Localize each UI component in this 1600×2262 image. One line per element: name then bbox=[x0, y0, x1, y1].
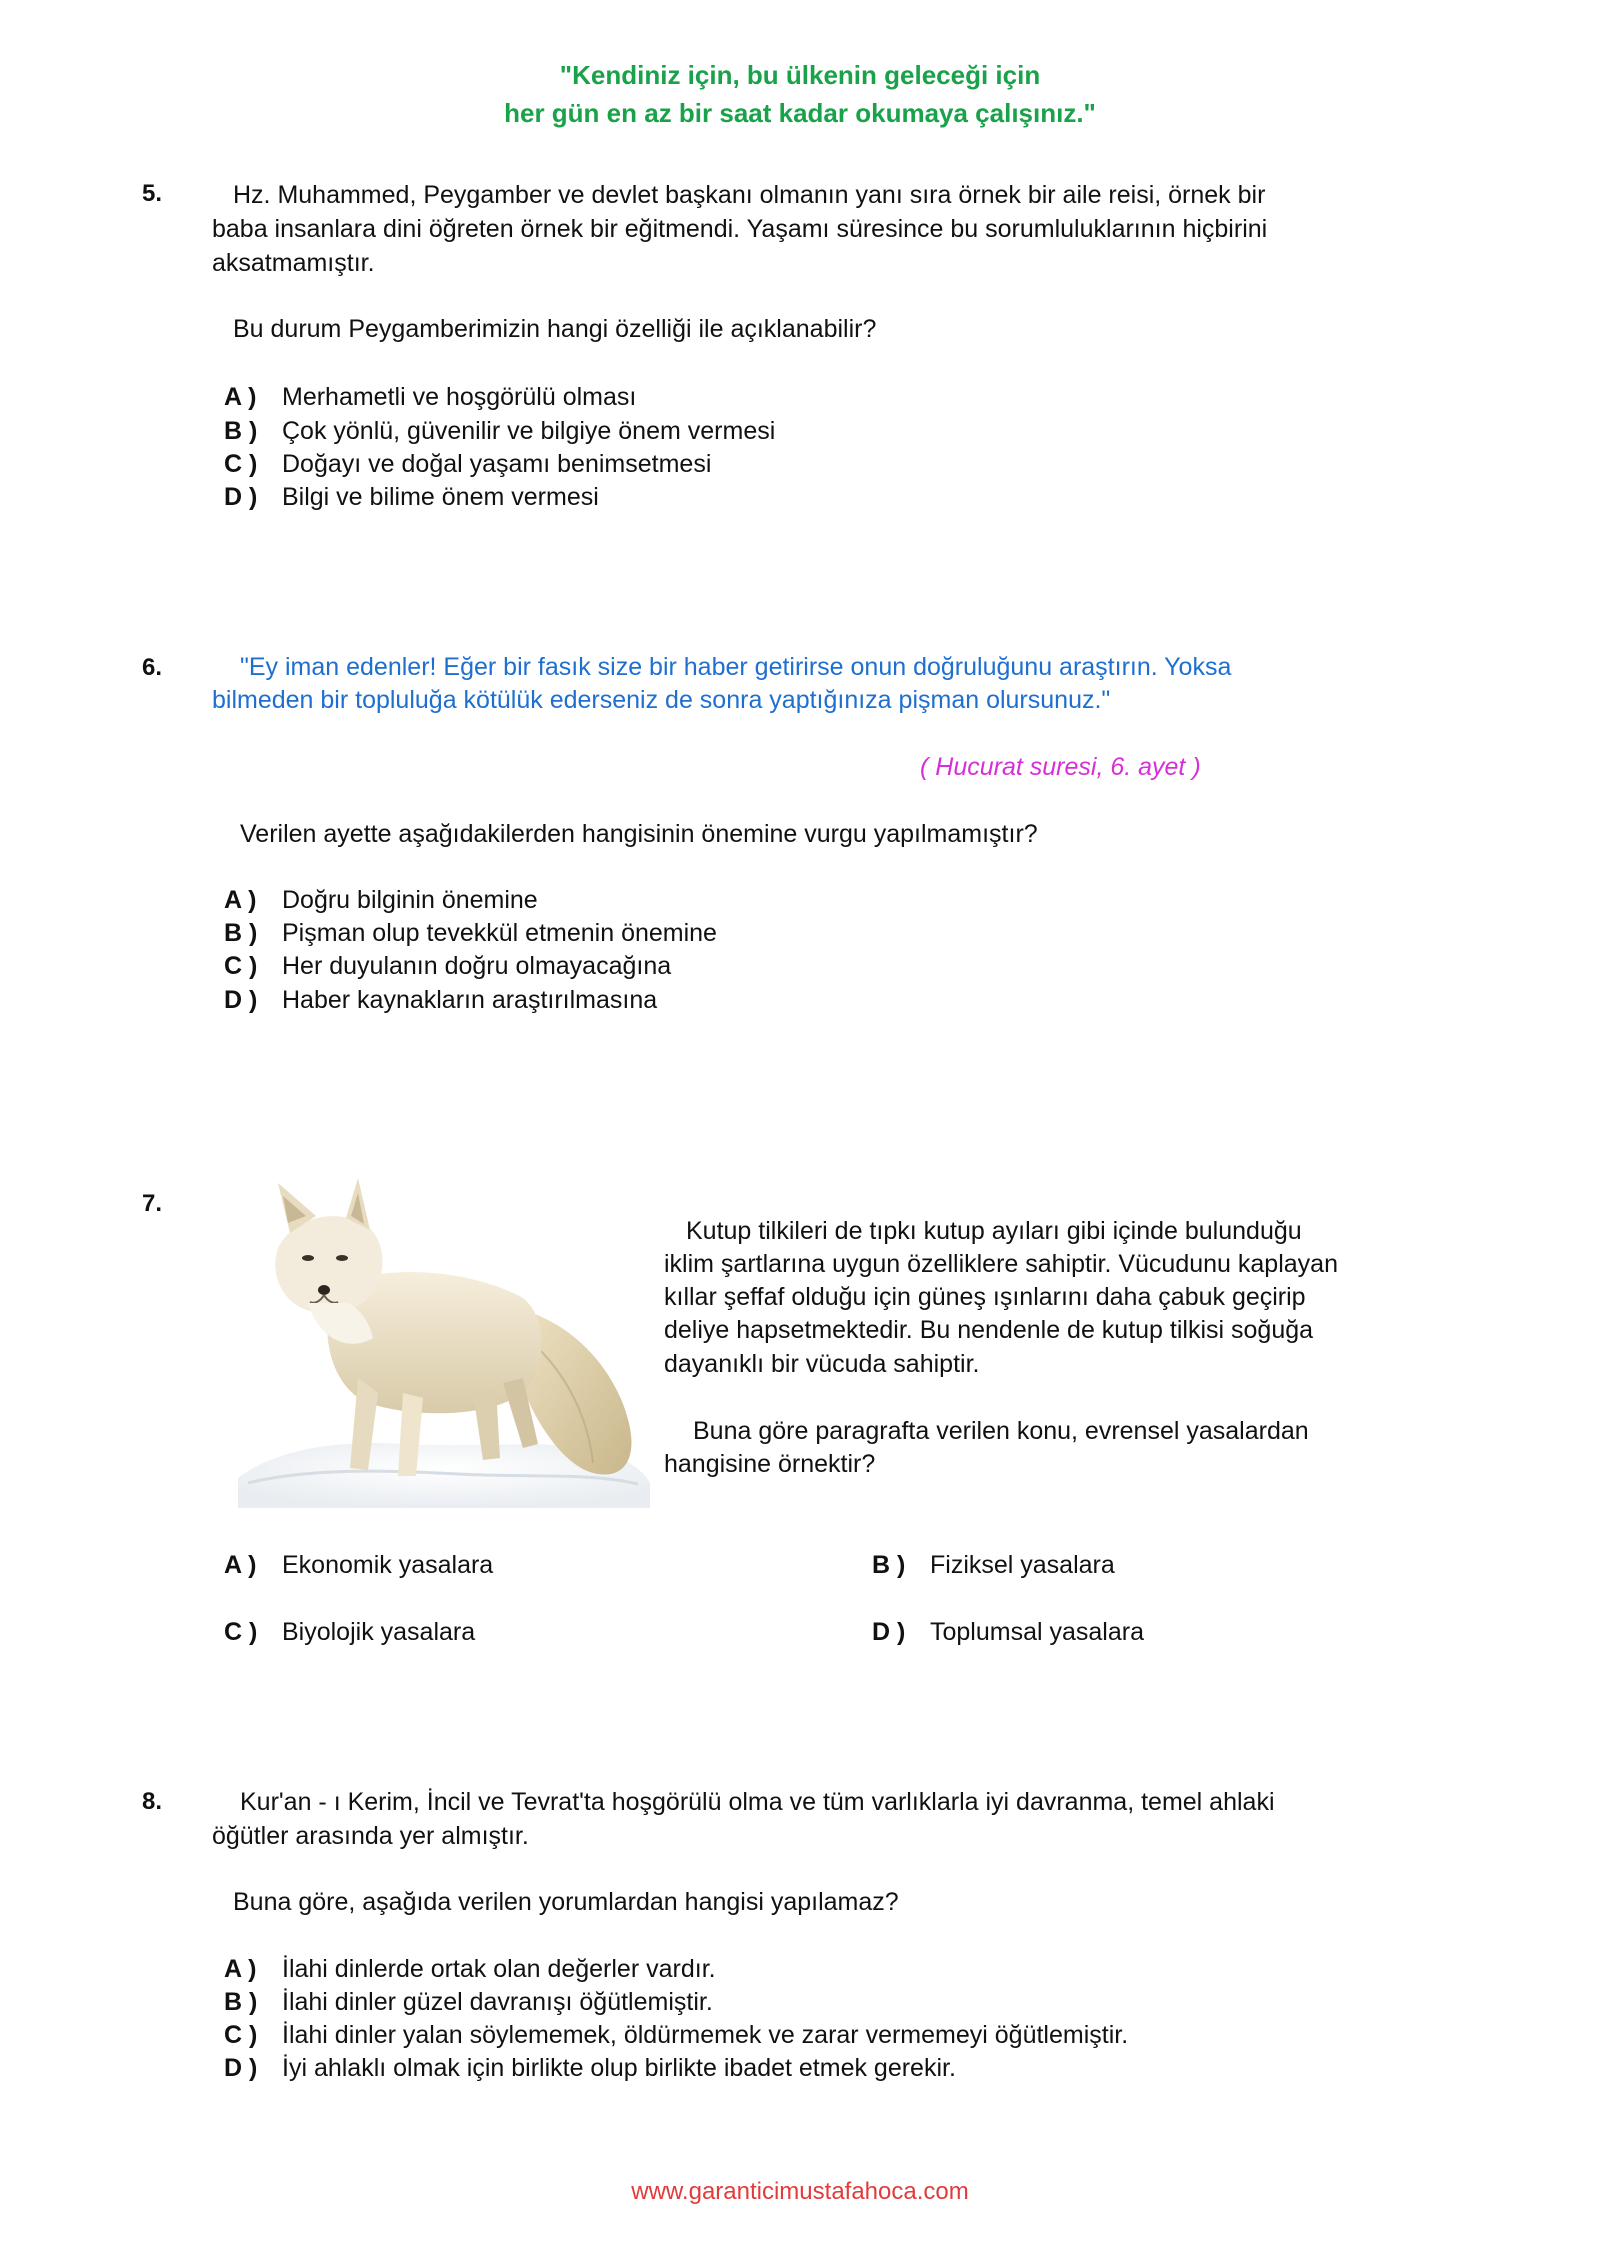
question-number: 5. bbox=[142, 180, 163, 207]
question-prompt-line: Buna göre paragrafta verilen konu, evrensel yasalardan bbox=[693, 1417, 1309, 1445]
question-stem-line: Hz. Muhammed, Peygamber ve devlet başkanı olmanın yanı sıra örnek bir aile reisi, örnek bir bbox=[233, 181, 1266, 209]
option-letter: C ) bbox=[224, 1618, 258, 1646]
option-text: İyi ahlaklı olmak için birlikte olup birlikte ibadet etmek gerekir. bbox=[282, 2054, 956, 2082]
question-number: 6. bbox=[142, 654, 163, 681]
option-text: Toplumsal yasalara bbox=[930, 1618, 1144, 1646]
option-text: Çok yönlü, güvenilir ve bilgiye önem vermesi bbox=[282, 417, 776, 445]
option-a[interactable] bbox=[224, 1952, 716, 1986]
option-letter: B ) bbox=[224, 417, 258, 445]
option-c[interactable] bbox=[224, 1615, 475, 1649]
option-a[interactable] bbox=[224, 883, 538, 917]
option-text: Merhametli ve hoşgörülü olması bbox=[282, 383, 637, 411]
paragraph-line: Kutup tilkileri de tıpkı kutup ayıları gibi içinde bulunduğu bbox=[686, 1217, 1302, 1245]
option-text: İlahi dinlerde ortak olan değerler vardır. bbox=[282, 1955, 716, 1983]
verse-source: ( Hucurat suresi, 6. ayet ) bbox=[920, 753, 1201, 781]
option-text: Haber kaynakların araştırılmasına bbox=[282, 986, 658, 1014]
option-letter: B ) bbox=[224, 1988, 258, 2016]
option-text: Her duyulanın doğru olmayacağına bbox=[282, 952, 672, 980]
footer-link[interactable]: www.garanticimustafahoca.com bbox=[631, 2178, 969, 2205]
question-prompt: Verilen ayette aşağıdakilerden hangisinin önemine vurgu yapılmamıştır? bbox=[240, 820, 1038, 848]
option-text: Doğayı ve doğal yaşamı benimsetmesi bbox=[282, 450, 712, 478]
question-prompt: Buna göre, aşağıda verilen yorumlardan hangisi yapılamaz? bbox=[233, 1888, 899, 1916]
option-letter: D ) bbox=[224, 483, 258, 511]
paragraph-line: kıllar şeffaf olduğu için güneş ışınlarını daha çabuk geçirip bbox=[664, 1283, 1306, 1311]
option-a[interactable] bbox=[224, 1548, 493, 1582]
option-d[interactable] bbox=[224, 2051, 956, 2085]
option-text: Ekonomik yasalara bbox=[282, 1551, 494, 1579]
question-number: 8. bbox=[142, 1788, 163, 1815]
arctic-fox-image bbox=[238, 1178, 650, 1508]
option-letter: B ) bbox=[224, 919, 258, 947]
option-b[interactable] bbox=[224, 916, 717, 950]
question-stem-line: öğütler arasında yer almıştır. bbox=[212, 1822, 529, 1850]
verse-line: "Ey iman edenler! Eğer bir fasık size bir haber getirirse onun doğruluğunu araştırın. Yoksa bbox=[240, 653, 1232, 681]
option-text: Doğru bilginin önemine bbox=[282, 886, 538, 914]
option-d[interactable] bbox=[224, 480, 599, 514]
option-text: Fiziksel yasalara bbox=[930, 1551, 1115, 1579]
option-text: Pişman olup tevekkül etmenin önemine bbox=[282, 919, 717, 947]
option-text: Bilgi ve bilime önem vermesi bbox=[282, 483, 599, 511]
option-letter: D ) bbox=[872, 1618, 906, 1646]
arctic-fox-icon bbox=[238, 1178, 650, 1508]
option-letter: C ) bbox=[224, 450, 258, 478]
question-prompt: Bu durum Peygamberimizin hangi özelliği ile açıklanabilir? bbox=[233, 315, 877, 343]
option-letter: D ) bbox=[224, 2054, 258, 2082]
verse-line: bilmeden bir topluluğa kötülük ederseniz de sonra yaptığınıza pişman olursunuz." bbox=[212, 686, 1111, 714]
question-number: 7. bbox=[142, 1190, 163, 1217]
option-letter: A ) bbox=[224, 383, 257, 411]
option-text: İlahi dinler güzel davranışı öğütlemiştir. bbox=[282, 1988, 713, 2016]
option-c[interactable] bbox=[224, 2018, 1128, 2052]
page-motto bbox=[0, 56, 1600, 132]
option-d[interactable] bbox=[872, 1615, 1144, 1649]
question-stem-line: aksatmamıştır. bbox=[212, 249, 375, 277]
motto-line-1: "Kendiniz için, bu ülkenin geleceği için bbox=[559, 60, 1041, 90]
option-c[interactable] bbox=[224, 447, 711, 481]
option-d[interactable] bbox=[224, 983, 657, 1017]
option-b[interactable] bbox=[872, 1548, 1115, 1582]
question-prompt-line: hangisine örnektir? bbox=[664, 1450, 876, 1478]
paragraph-line: iklim şartlarına uygun özelliklere sahiptir. Vücudunu kaplayan bbox=[664, 1250, 1338, 1278]
option-text: Biyolojik yasalara bbox=[282, 1618, 476, 1646]
paragraph-line: deliye hapsetmektedir. Bu nendenle de kutup tilkisi soğuğa bbox=[664, 1316, 1314, 1344]
paragraph-line: dayanıklı bir vücuda sahiptir. bbox=[664, 1350, 980, 1378]
option-b[interactable] bbox=[224, 1985, 713, 2019]
option-letter: A ) bbox=[224, 1955, 257, 1983]
option-letter: C ) bbox=[224, 952, 258, 980]
question-stem-line: baba insanlara dini öğreten örnek bir eğitmendi. Yaşamı süresince bu sorumluluklarının hiçbirini bbox=[212, 215, 1268, 243]
option-a[interactable] bbox=[224, 380, 636, 414]
question-stem-line: Kur'an - ı Kerim, İncil ve Tevrat'ta hoşgörülü olma ve tüm varlıklarla iyi davranma, temel ahlaki bbox=[240, 1788, 1275, 1816]
motto-line-2: her gün en az bir saat kadar okumaya çalışınız." bbox=[504, 98, 1096, 128]
option-letter: D ) bbox=[224, 986, 258, 1014]
option-c[interactable] bbox=[224, 949, 671, 983]
option-letter: A ) bbox=[224, 1551, 257, 1579]
option-letter: C ) bbox=[224, 2021, 258, 2049]
option-letter: A ) bbox=[224, 886, 257, 914]
option-letter: B ) bbox=[872, 1551, 906, 1579]
option-text: İlahi dinler yalan söylememek, öldürmemek ve zarar vermemeyi öğütlemiştir. bbox=[282, 2021, 1129, 2049]
option-b[interactable] bbox=[224, 414, 775, 448]
